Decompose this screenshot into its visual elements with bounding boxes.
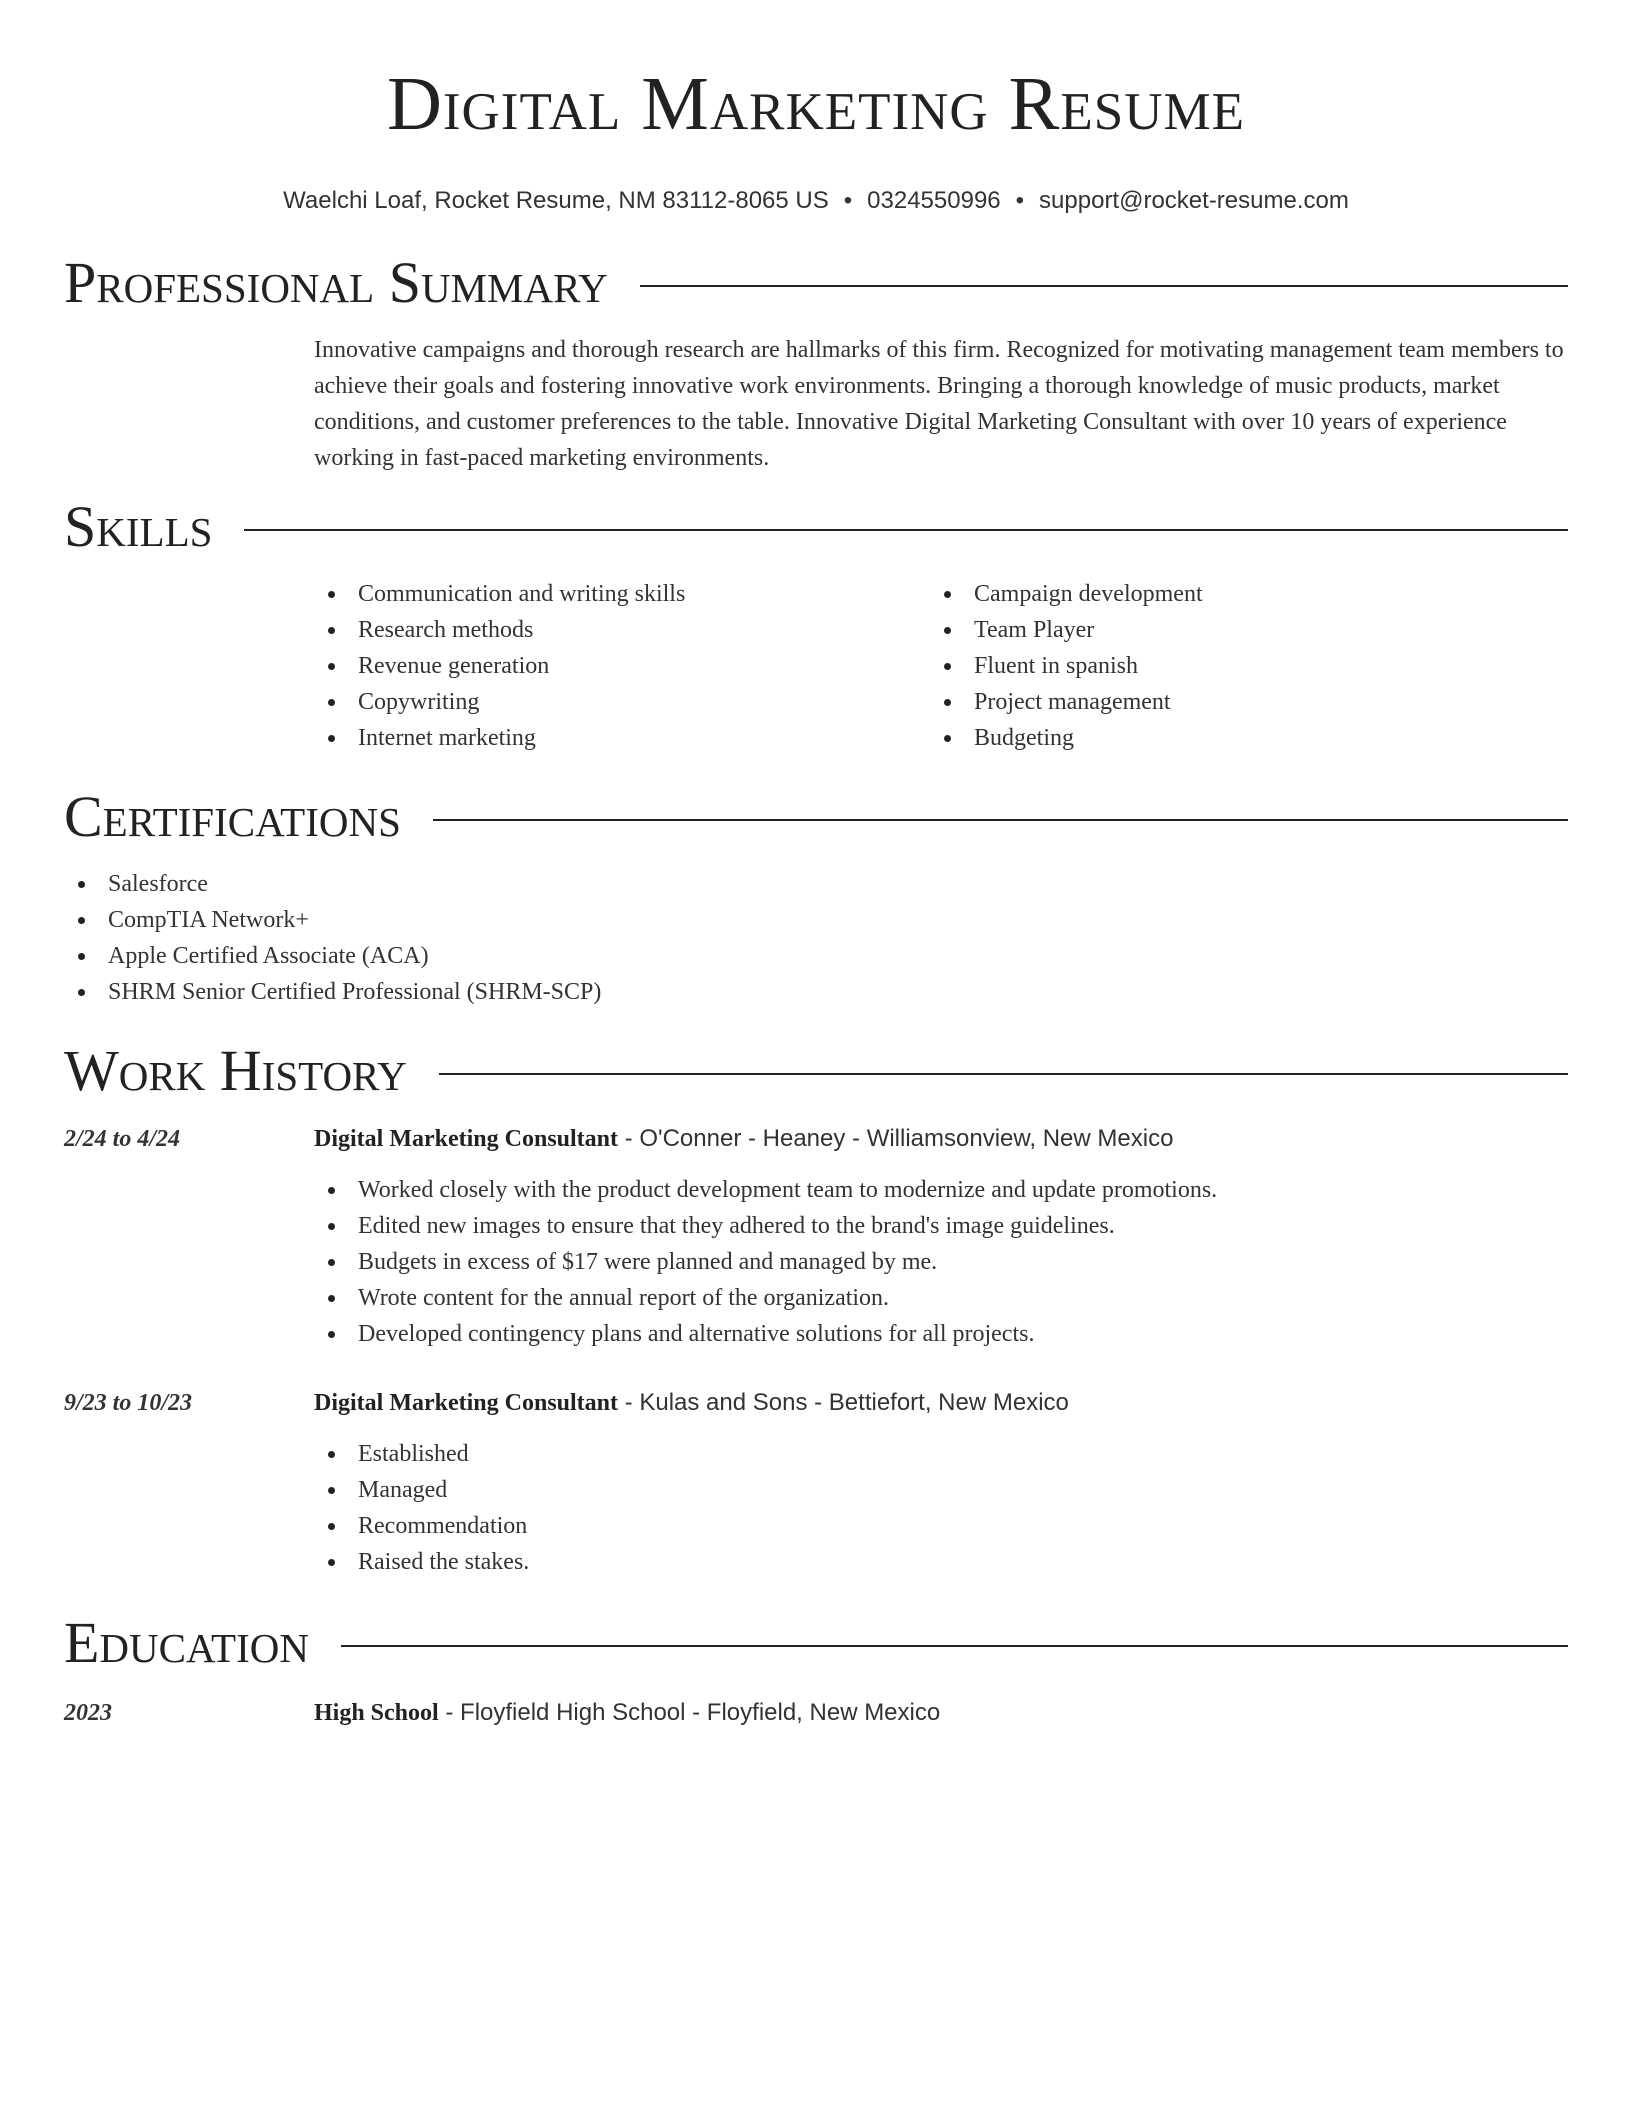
job-headline <box>314 1122 1568 1156</box>
section-heading <box>64 250 1568 316</box>
job-entry <box>64 1386 1568 1580</box>
bullet-icon <box>328 1487 335 1494</box>
bullet-icon <box>78 917 85 924</box>
bullet-icon <box>944 591 951 598</box>
summary-text: Innovative campaigns and thorough research are hallmarks of this firm. Recognized for motivating management team members to achieve their goals and fostering innovative work environments. Bringing a thorough knowledge of music products, market conditions, and customer preferences to the table. Innovative Digital Marketing Consultant with over 10 years of experience working in fast-paced marketing environments. <box>314 337 1564 471</box>
job-dates: 2/24 to 4/24 <box>64 1126 181 1152</box>
job-details: - O'Conner - Heaney - Williamsonview, New Mexico <box>618 1125 1174 1152</box>
section-divider <box>341 1645 1568 1647</box>
job-bullets <box>314 1436 1568 1580</box>
education-section <box>64 1610 1568 1730</box>
education-heading: Education <box>64 1610 309 1675</box>
skill-item: Fluent in spanish <box>930 648 1546 684</box>
skill-item: Project management <box>930 684 1546 720</box>
contact-email: support@rocket-resume.com <box>1039 187 1349 214</box>
job-bullet: Developed contingency plans and alternative solutions for all projects. <box>314 1316 1568 1352</box>
section-heading <box>64 494 1568 560</box>
skill-item: Copywriting <box>314 684 930 720</box>
bullet-icon <box>944 735 951 742</box>
bullet-icon <box>328 1559 335 1566</box>
bullet-icon <box>944 663 951 670</box>
job-bullet: Edited new images to ensure that they adhered to the brand's image guidelines. <box>314 1208 1568 1244</box>
bullet-icon <box>328 1259 335 1266</box>
job-bullets <box>314 1172 1568 1352</box>
contact-line <box>64 186 1568 216</box>
certification-item: CompTIA Network+ <box>64 902 1568 938</box>
education-date: 2023 <box>64 1700 112 1726</box>
job-bullet: Budgets in excess of $17 were planned and managed by me. <box>314 1244 1568 1280</box>
section-divider <box>640 285 1568 287</box>
education-entry <box>64 1696 1568 1730</box>
certifications-section <box>64 784 1568 1010</box>
bullet-icon <box>328 1187 335 1194</box>
skill-item: Campaign development <box>930 576 1546 612</box>
bullet-icon <box>328 627 335 634</box>
job-bullet: Raised the stakes. <box>314 1544 1568 1580</box>
bullet-icon <box>944 627 951 634</box>
work-history-section <box>64 1038 1568 1580</box>
education-details: - Floyfield High School - Floyfield, New Mexico <box>438 1699 941 1726</box>
bullet-icon <box>944 699 951 706</box>
skill-item: Communication and writing skills <box>314 576 930 612</box>
contact-phone: 0324550996 <box>867 187 1001 214</box>
bullet-icon <box>328 1295 335 1302</box>
skill-item: Internet marketing <box>314 720 930 756</box>
skill-item: Team Player <box>930 612 1546 648</box>
job-bullet: Worked closely with the product development team to modernize and update promotions. <box>314 1172 1568 1208</box>
bullet-icon <box>328 735 335 742</box>
job-details: - Kulas and Sons - Bettiefort, New Mexico <box>618 1389 1069 1416</box>
skills-section <box>64 494 1568 756</box>
contact-address: Waelchi Loaf, Rocket Resume, NM 83112-8065 US <box>283 187 829 214</box>
job-headline <box>314 1386 1568 1420</box>
bullet-icon <box>328 1523 335 1530</box>
education-degree: High School <box>314 1700 439 1726</box>
certification-item: Apple Certified Associate (ACA) <box>64 938 1568 974</box>
education-headline <box>314 1696 1568 1730</box>
skill-item: Budgeting <box>930 720 1546 756</box>
section-divider <box>433 819 1568 821</box>
job-bullet: Established <box>314 1436 1568 1472</box>
skills-heading: Skills <box>64 494 213 559</box>
resume-title: Digital Marketing Resume <box>387 62 1245 146</box>
skills-columns <box>314 576 1568 756</box>
section-divider <box>244 529 1568 531</box>
section-heading <box>64 1610 1568 1676</box>
bullet-icon <box>328 1331 335 1338</box>
bullet-icon <box>328 663 335 670</box>
bullet-icon <box>328 1223 335 1230</box>
job-bullet: Managed <box>314 1472 1568 1508</box>
contact-separator: • <box>1015 187 1025 214</box>
section-heading <box>64 784 1568 850</box>
certifications-list <box>64 866 1568 1010</box>
bullet-icon <box>328 699 335 706</box>
certifications-heading: Certifications <box>64 784 401 849</box>
summary-section <box>64 250 1568 476</box>
job-title: Digital Marketing Consultant <box>314 1390 619 1416</box>
skill-item: Research methods <box>314 612 930 648</box>
certification-item: SHRM Senior Certified Professional (SHRM-SCP) <box>64 974 1568 1010</box>
skill-item: Revenue generation <box>314 648 930 684</box>
job-bullet: Recommendation <box>314 1508 1568 1544</box>
section-heading <box>64 1038 1568 1104</box>
job-dates: 9/23 to 10/23 <box>64 1390 193 1416</box>
summary-heading: Professional Summary <box>64 250 608 315</box>
contact-separator: • <box>843 187 853 214</box>
work-history-heading: Work History <box>64 1038 407 1103</box>
section-divider <box>439 1073 1568 1075</box>
bullet-icon <box>328 1451 335 1458</box>
resume-page <box>64 0 1568 1730</box>
job-title: Digital Marketing Consultant <box>314 1126 619 1152</box>
job-bullet: Wrote content for the annual report of the organization. <box>314 1280 1568 1316</box>
bullet-icon <box>78 881 85 888</box>
certification-item: Salesforce <box>64 866 1568 902</box>
skills-list-right <box>930 576 1546 756</box>
job-entry <box>64 1122 1568 1352</box>
bullet-icon <box>78 953 85 960</box>
skills-list-left <box>314 576 930 756</box>
bullet-icon <box>328 591 335 598</box>
bullet-icon <box>78 989 85 996</box>
